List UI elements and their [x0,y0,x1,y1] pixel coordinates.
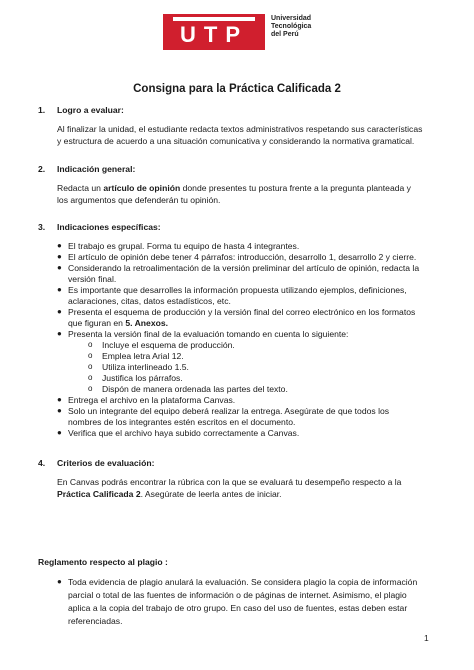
anexos-reference: 5. Anexos. [125,318,169,328]
sub-item-4: Justifica los párrafos. [102,373,183,383]
sub-bullet-circle: o [88,384,93,393]
logo-mark [163,14,265,50]
section-1-heading: Logro a evaluar: [57,105,124,115]
section-4-line-2: Práctica Calificada 2. Asegúrate de leerla antes de iniciar. [57,489,282,499]
bullet-4-line-1: Es importante que desarrolles la información propuesta utilizando ejemplos, definiciones, [68,285,407,295]
bullet-5-line-2: que figuran en 5. Anexos. [68,318,169,328]
section-3-heading: Indicaciones específicas: [57,222,161,232]
logo-wordmark [271,15,311,39]
bullet-5-line-1: Presenta el esquema de producción y la versión final del correo electrónico en los formatos [68,307,416,317]
bullet-dot: ● [57,406,62,415]
plagio-line-3: aplica a la copia del trabajo de otro grupo. En caso del uso de fuentes, estas deben estar [68,603,408,613]
sub-bullet-circle: o [88,362,93,371]
sub-bullet-circle: o [88,373,93,382]
logo-line3: del Perú [271,31,299,38]
sub-item-2: Emplea letra Arial 12. [102,351,184,361]
logo-line1: Universidad [271,15,312,22]
bullet-3-line-1: Considerando la retroalimentación de la versión preliminar del artículo de opinión, redacta la [68,263,420,273]
bullet-dot: ● [57,428,62,437]
section-2-line-1: Redacta un artículo de opinión donde presentes tu postura frente a la pregunta planteada y [57,183,411,193]
bullet-7: Entrega el archivo en la plataforma Canvas. [68,395,236,405]
sub-bullet-circle: o [88,351,93,360]
sub-item-5: Dispón de manera ordenada las partes del texto. [102,384,288,394]
utp-logo [163,14,311,54]
plagio-line-4: referenciadas. [68,616,123,626]
bullet-dot: ● [57,285,62,294]
section-1-number: 1. [38,105,46,115]
bullet-1: El trabajo es grupal. Forma tu equipo de hasta 4 integrantes. [68,241,300,251]
bullet-6: Presenta la versión final de la evaluación tomando en cuenta lo siguiente: [68,329,349,339]
sub-item-3: Utiliza interlineado 1.5. [102,362,189,372]
section-1-line-2: y estructura de acuerdo a una situación comunicativa y considerando la normativa gramatical. [57,136,415,146]
article-type: artículo de opinión [103,183,181,193]
section-2-line-2: los argumentos que defenderán tu opinión. [57,195,221,205]
bullet-dot: ● [57,395,62,404]
section-3-number: 3. [38,222,46,232]
plagio-line-2: parcial o total de las fuentes de información o de páginas de internet. Asimismo, el plagio [68,590,407,600]
section-2-number: 2. [38,164,46,174]
section-1-line-1: Al finalizar la unidad, el estudiante redacta textos administrativos respetando sus características [57,124,423,134]
bullet-dot: ● [57,241,62,250]
sub-bullet-circle: o [88,340,93,349]
bullet-3-line-2: versión final. [68,274,117,284]
bullet-dot: ● [57,252,62,261]
logo-letters: UTP [180,22,248,47]
page-number: 1 [424,633,429,643]
sub-item-1: Incluye el esquema de producción. [102,340,235,350]
bullet-8-line-2: nombres de los integrantes estén escritos en el documento. [68,417,296,427]
logo-line2: Tecnológica [271,23,312,30]
page-title: Consigna para la Práctica Calificada 2 [133,83,341,95]
bullet-dot: ● [57,577,62,586]
bullet-dot: ● [57,329,62,338]
section-4-heading: Criterios de evaluación: [57,458,155,468]
bullet-2: El artículo de opinión debe tener 4 párrafos: introducción, desarrollo 1, desarrollo 2 y cierre. [68,252,417,262]
plagio-line-1: Toda evidencia de plagio anulará la evaluación. Se considera plagio la copia de información [68,577,418,587]
bullet-dot: ● [57,263,62,272]
section-4-number: 4. [38,458,46,468]
bullet-8-line-1: Solo un integrante del equipo deberá realizar la entrega. Asegúrate de que todos los [68,406,390,416]
plagio-heading: Reglamento respecto al plagio : [38,557,168,567]
section-4-line-1: En Canvas podrás encontrar la rúbrica con la que se evaluará tu desempeño respecto a la [57,477,402,487]
bullet-4-line-2: aclaraciones, citas, datos estadísticos, etc. [68,296,231,306]
bullet-9: Verifica que el archivo haya subido correctamente a Canvas. [68,428,300,438]
practica-name: Práctica Calificada 2 [57,489,141,499]
section-2-heading: Indicación general: [57,164,136,174]
bullet-dot: ● [57,307,62,316]
